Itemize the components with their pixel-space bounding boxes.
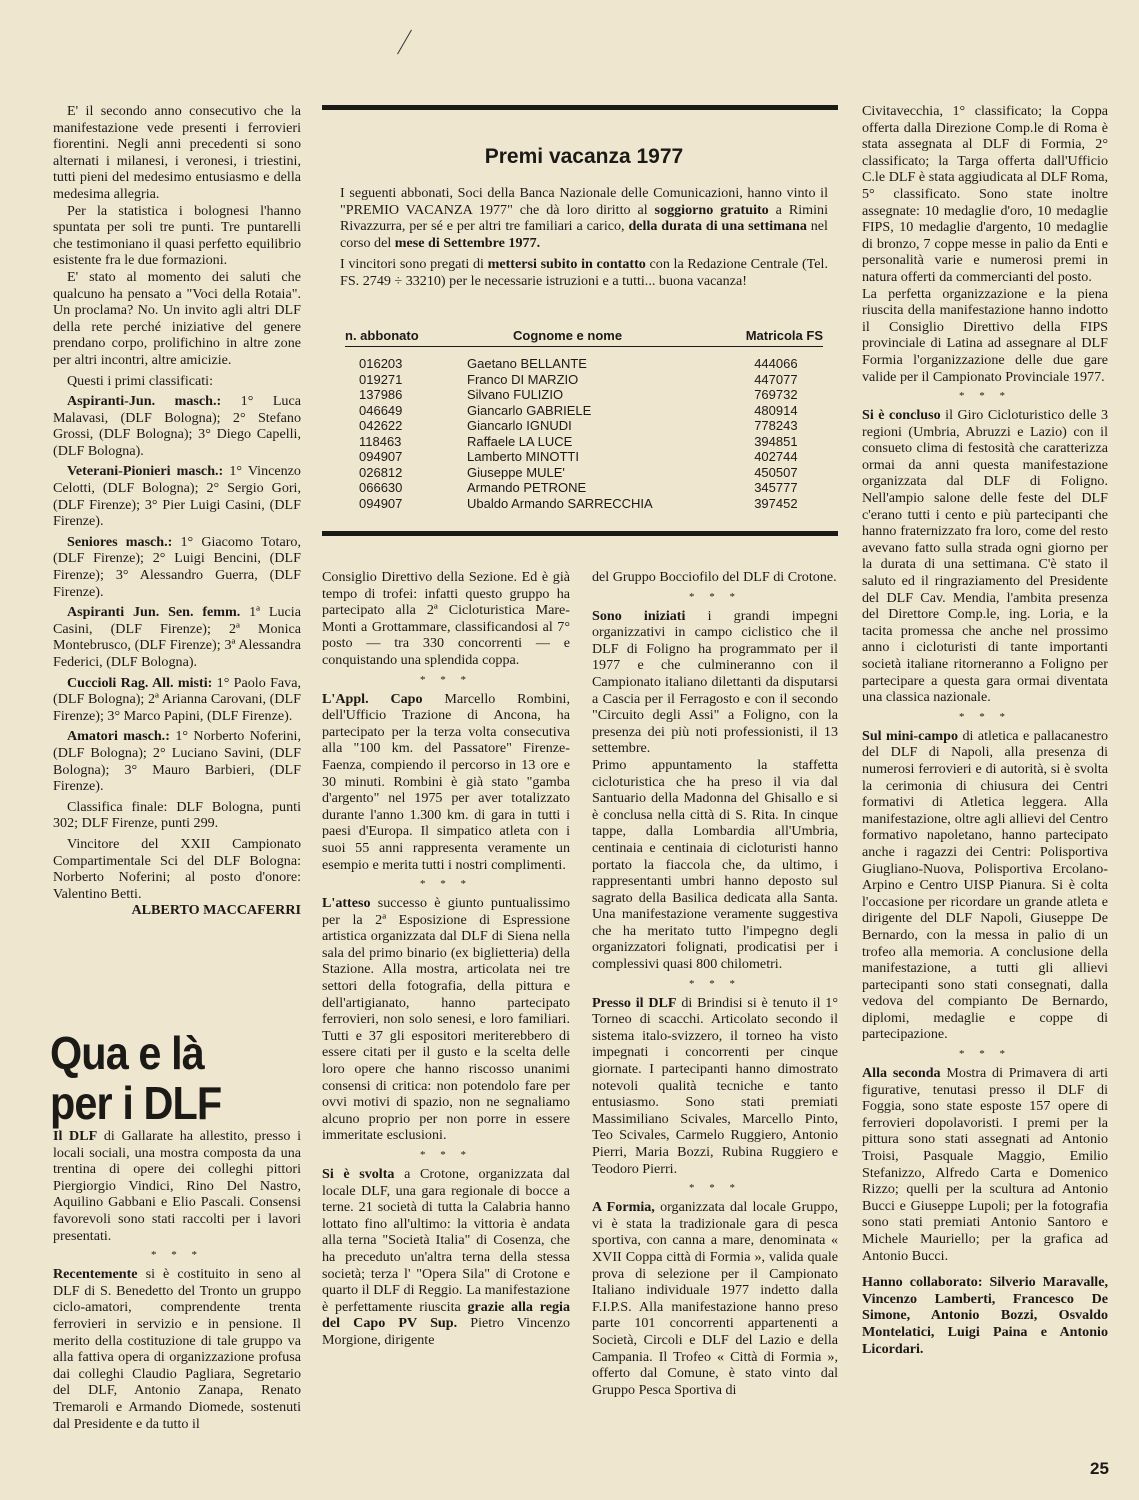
news-item: Sul mini-campo di atletica e pallacanestro del DLF di Napoli, alla presenza di numerosi ferrovieri e di autorità, si è svolta la cerimonia di chiusura dei Centri formativi di Atletica leggera. Alla manifestazione, oltre agli allievi del Centro formativo napoletano, hanno partecipato anche i ragazzi dei Centri: Polisportiva Giugliano-Nuova, Polisportiva Ercolano-Arpino e Centro UISP Pianura. Si è colta l'occasione per ricordare un grande atleta e dirigente del DLF Napoli, Giuseppe De Bernardo, con la messa in palio di un trofeo alla memoria. A conclusione della manifestazione, a tutti gli allievi partecipanti sono stati consegnati, dalla vedova del compianto De Bernardo, diplomi, medaglie e coppe di partecipazione. <box>862 727 1108 1043</box>
matricola-cell: 778243 <box>754 418 798 433</box>
name-cell: Silvano FULIZIO <box>467 387 564 402</box>
matricola-cell: 769732 <box>754 387 798 402</box>
author-signature: ALBERTO MACCAFERRI <box>131 902 301 919</box>
headline-line-2: per i DLF <box>50 1077 222 1129</box>
credits: Hanno collaborato: Silverio Maravalle, Vincenzo Lamberti, Francesco De Simone, Antonio Bozzi, Osvaldo Montelatici, Luigi Paina e Antonio Licordari. <box>862 1274 1108 1357</box>
news-item: del Gruppo Bocciofilo del DLF di Crotone. <box>592 569 837 585</box>
matricola-cell: 444066 <box>754 356 798 371</box>
matricola-cell: 447077 <box>754 371 798 387</box>
result-entry: Seniores masch.: 1° Giacomo Totaro, (DLF Firenze); 2° Luigi Bencini, (DLF Firenze); 3° Alessandro Guerra, (DLF Firenze). <box>53 533 301 600</box>
box-bottom-rule <box>322 531 838 536</box>
headline-line-1: Qua e là <box>50 1027 204 1079</box>
name-cell: Lamberto MINOTTI <box>467 449 579 464</box>
box-top-rule <box>322 105 838 110</box>
separator: * * * <box>151 1249 203 1262</box>
separator: * * * <box>959 390 1011 403</box>
column-header: Matricola FS <box>702 328 823 347</box>
table-row <box>345 434 823 450</box>
matricola-cell: 480914 <box>754 402 798 418</box>
news-item: Consiglio Direttivo della Sezione. Ed è già tempo di trofei: infatti questo gruppo ha partecipato alla 2ª Cicloturistica Mare-Monti a Grottammare, classificandosi al 7° posto — tra 330 concorrenti — e conquistando una splendida coppa. <box>322 569 570 668</box>
news-item: Si è svolta a Crotone, organizzata dal locale DLF, una gara regionale di bocce a terne. 21 società di tutta la Calabria hanno lottato fino all'ultimo: la vittoria è andata alla terna "Società Italia" di Cosenza, che ha preceduto un'altra terna della stessa società; terza l' "Opera Sila" di Crotone e quarto il DLF di Reggio. La manifestazione è perfettamente riuscita grazie alla regia del Capo PV Sup. Pietro Vincenzo Morgione, dirigente <box>322 1166 570 1348</box>
table-row <box>345 347 823 372</box>
column-3 <box>592 569 838 1398</box>
name-cell: Giancarlo IGNUDI <box>467 418 572 433</box>
matricola-cell: 394851 <box>754 433 798 449</box>
news-item: Sono iniziati i grandi impegni organizzativi in campo ciclistico che il DLF di Foligno ha programmato per il 1977 e che culmineranno con il Campionato italiano dilettanti da disputarsi a Cascia per il Ferragosto e con il secondo "Circuito degli Assi" a Foligno, con la presenza dei più noti professionisti, il 13 settembre. <box>592 607 838 757</box>
name-cell: Giuseppe MULE' <box>467 464 565 480</box>
news-item: Recentemente si è costituito in seno al DLF di S. Benedetto del Tronto un gruppo ciclo-amatori, comprendente trenta ferrovieri in servizio e in pensione. Il merito della costituzione di tale gruppo va alla fattiva opera di organizzazione profusa dai colleghi Claudio Pagliara, Segretario del DLF, Antonio Zanapa, Renato Tremaroli e Armando Diomede, sostenuti dal Presidente e da tutto il <box>53 1266 301 1432</box>
subscriber-number-cell: 137986 <box>359 387 403 402</box>
table-row <box>345 372 823 388</box>
news-item: Alla seconda Mostra di Primavera di arti figurative, tenutasi presso il DLF di Foggia, sono state esposte 157 opere di ferrovieri dopolavoristi. I premi per la pittura sono stati assegnati ad Antonio Troisi, Pasquale Maggio, Emilio Stefanizzo, Alfredo Carta e Domenico Rizzo; quelli per la scultura ad Antonio Bucci e Giuseppe Lupoli; per la fotografia sono stati premiati Antonio Santoro e Michele Mauriello; per la grafica ad Antonio Bucci. <box>862 1065 1108 1264</box>
paragraph: Per la statistica i bolognesi l'hanno spuntata per soli tre punti. Tre puntarelli che testimoniano il quasi perfetto equilibrio esistente fra le due formazioni. <box>53 202 301 269</box>
pen-mark <box>397 30 412 55</box>
news-item: L'Appl. Capo Marcello Rombini, dell'Ufficio Trazione di Ancona, ha partecipato per la terza volta consecutiva alla "100 km. del Passatore" Firenze-Faenza, compiendo il percorso in 13 ore e 30 minuti. Rombini è già stato "gamba d'argento" nel 1975 per aver totalizzato durante l'anno 1.300 km. di gara in tutti i paesi d'Europa. Il simpatico atleta con i suoi 55 anni rappresenta veramente un esempio e merita tutti i nostri complimenti. <box>322 690 570 873</box>
column-header: Cognome e nome <box>467 328 702 347</box>
table-row <box>345 387 823 403</box>
name-cell: Gaetano BELLANTE <box>467 356 587 371</box>
subscriber-number-cell: 016203 <box>359 356 403 371</box>
subscriber-number-cell: 019271 <box>359 371 403 387</box>
subscriber-number-cell: 118463 <box>359 433 402 449</box>
result-entry: Cuccioli Rag. All. misti: 1° Paolo Fava, (DLF Bologna); 2ª Arianna Carovani, (DLF Firenze); 3° Marco Papini, (DLF Firenze). <box>53 674 302 724</box>
column-4 <box>862 103 1108 1357</box>
result-entry: Veterani-Pionieri masch.: 1° Vincenzo Celotti, (DLF Bologna); 2° Sergio Gori, (DLF Firenze); 3° Pier Luigi Casini, (DLF Firenze). <box>53 463 301 530</box>
name-cell: Raffaele LA LUCE <box>467 433 573 449</box>
matricola-cell: 345777 <box>754 480 798 495</box>
box-intro <box>340 185 828 290</box>
news-item: A Formia, organizzata dal locale Gruppo, vi è stata la tradizionale gara di pesca sportiva, con canna a mare, denominata « XVII Coppa città di Formia », valida quale prova di selezione per il Campionato Italiano individuale 1977 indetto dalla F.I.P.S. Alla manifestazione hanno preso parte 101 concorrenti appartenenti a Società, Circoli e DLF del Lazio e della Campania. Il Trofeo « Città di Formia », offerto dal Comune, è stato vinto dal Gruppo Pesca Sportiva di <box>592 1199 839 1398</box>
matricola-cell: 402744 <box>754 449 798 464</box>
table-row <box>345 480 823 496</box>
subscriber-number-cell: 094907 <box>359 495 403 511</box>
subscriber-number-cell: 094907 <box>359 449 403 464</box>
news-item: L'atteso successo è giunto puntualissimo per la 2ª Esposizione di Espressione artistica organizzata dal DLF di Siena nella sala del primo binario (ex biglietteria) della Stazione. Alla mostra, articolata nei tre settori della fotografia, della pittura e dell'artigianato, hanno partecipato ferrovieri, non solo senesi, e loro familiari. Tutti e 37 gli espositori meriterebbero di essere citati per il gusto e la scelta delle loro opere che hanno riscosso unanimi consensi di critica: non potendolo fare per ovvi motivi di spazio, non ne segnaliamo alcuno proprio per non porre in essere immeritate esclusioni. <box>322 895 570 1144</box>
table-row <box>345 496 823 512</box>
separator: * * * <box>689 1182 741 1195</box>
news-item: Primo appuntamento la staffetta cicloturistica che ha preso il via dal Santuario della Madonna del Ghisallo e si è conclusa nella città di S. Rita. In cinque tappe, dalla Lombardia all'Umbria, centinaia e centinaia di cicloturisti hanno portato la fiaccola che, da ultimo, i rappresentanti umbri hanno deposto sul sagrato della Basilica dedicata alla Santa. Una manifestazione veramente suggestiva che ha meritato tutto l'impegno degli organizzatori folignati, prodicatisi per i complessivi quasi 800 chilometri. <box>592 756 838 973</box>
box-paragraph: I vincitori sono pregati di mettersi subito in contatto con la Redazione Centrale (Tel. FS. 2749 ÷ 33210) per le necessarie istruzioni e a tutti... buona vacanza! <box>340 256 829 289</box>
news-item: Si è concluso il Giro Cicloturistico delle 3 regioni (Umbria, Abruzzi e Lazio) con il consueto clima di festosità che caratterizza ormai da anni questa manifestazione organizzata dal DLF di Foligno. Nell'ampio salone delle feste del DLF c'erano tutti i cento e più partecipanti che hanno fraternizzato fra loro, come del resto avevano fatto sulla strada ogni giorno per la durata di una settimana. C'è stato il saluto ed il ringraziamento del Presidente del DLF Cav. Mendia, l'ambita presenza del Direttore Comp.le, ing. Loria, e la tacita promessa che anche nel prossimo anno i cicloturisti di tante importanti società italiane ritorneranno a Foligno per partecipare a questa gara ormai diventata una classica nazionale. <box>862 407 1108 706</box>
matricola-cell: 450507 <box>754 464 798 480</box>
table-row <box>345 449 823 465</box>
table-row <box>345 465 823 481</box>
subscriber-number-cell: 066630 <box>359 480 403 495</box>
column-2 <box>322 569 570 1349</box>
section-headline <box>50 1028 221 1128</box>
table-header-row <box>345 328 823 347</box>
table-row <box>345 403 823 419</box>
column-header: n. abbonato <box>345 328 467 347</box>
separator: * * * <box>959 1048 1011 1061</box>
separator: * * * <box>420 673 472 686</box>
result-entry: Aspiranti-Jun. masch.: 1° Luca Malavasi, (DLF Bologna); 2° Stefano Grossi, (DLF Bologna); 3° Diego Capelli, (DLF Bologna). <box>53 393 301 459</box>
result-entry: Aspiranti Jun. Sen. femm. 1ª Lucia Casini, (DLF Firenze); 2ª Monica Montebrusco, (DLF Firenze); 3ª Alessandra Federici, (DLF Bologna). <box>53 604 301 670</box>
column-1 <box>53 103 301 919</box>
champion-note: Vincitore del XXII Campionato Compartimentale Sci del DLF Bologna: Norberto Noferini; al posto d'onore: Valentino Betti. <box>53 835 301 902</box>
subscriber-number-cell: 026812 <box>359 464 403 480</box>
box-title: Premi vacanza 1977 <box>484 145 684 168</box>
paragraph: E' il secondo anno consecutivo che la manifestazione vede presenti i ferrovieri fiorentini. Negli anni precedenti si sono alternati i milanesi, i veronesi, i triestini, tutti pieni del medesimo entusiasmo e della medesima allegria. <box>53 103 301 202</box>
winners-table <box>345 328 823 511</box>
news-item: Presso il DLF di Brindisi si è tenuto il 1° Torneo di scacchi. Articolato secondo il sistema italo-svizzero, il torneo ha visto impegnati i concorrenti per cinque giornate. I partecipanti hanno dimostrato notevoli qualità tecniche e tanto entusiasmo. Sono stati premiati Massimiliano Scivales, Marcello Pinto, Teo Scivales, Carmelo Ruggiero, Antonio Pierri, Maria Bozzi, Rubina Ruggiero e Teodoro Pierri. <box>592 994 838 1177</box>
news-item: La perfetta organizzazione e la piena riuscita della manifestazione hanno indotto il Consiglio Direttivo della FIPS provinciale di Latina ad assegnare al DLF Formia l'organizzazione delle due gare valide per il Campionato Provinciale 1977. <box>862 285 1108 385</box>
name-cell: Giancarlo GABRIELE <box>467 402 592 418</box>
matricola-cell: 397452 <box>754 495 798 511</box>
separator: * * * <box>689 977 741 990</box>
result-entry: Amatori masch.: 1° Norberto Noferini, (DLF Bologna); 2° Luciano Savini, (DLF Bologna); 3° Mauro Barbieri, (DLF Firenze). <box>53 728 301 795</box>
box-paragraph: I seguenti abbonati, Soci della Banca Nazionale delle Comunicazioni, hanno vinto il "PREMIO VACANZA 1977" che dà loro diritto al soggiorno gratuito a Rimini Rivazzurra, per sé e per altri tre familiari a carico, della durata di una settimana nel corso del mese di Settembre 1977. <box>340 185 828 251</box>
paragraph: E' stato al momento dei saluti che qualcuno ha pensato a "Voci della Rotaia". Un proclama? No. Un invito agli altri DLF della rete perché iniziative del genere prendano corpo, prolifichino in altre zone per altri incontri, altre amicizie. <box>53 268 301 368</box>
name-cell: Franco DI MARZIO <box>467 371 579 387</box>
separator: * * * <box>959 710 1011 723</box>
name-cell: Ubaldo Armando SARRECCHIA <box>467 495 653 511</box>
table-row <box>345 418 823 434</box>
separator: * * * <box>689 590 741 603</box>
paragraph: Questi i primi classificati: <box>67 372 213 389</box>
final-ranking: Classifica finale: DLF Bologna, punti 302; DLF Firenze, punti 299. <box>53 798 301 832</box>
column-1-lower <box>53 1128 301 1432</box>
subscriber-number-cell: 046649 <box>359 402 403 418</box>
page-number: 25 <box>1090 1459 1109 1478</box>
name-cell: Armando PETRONE <box>467 480 587 495</box>
news-item: Civitavecchia, 1° classificato; la Coppa offerta dalla Direzione Comp.le di Roma è stata assegnata al DLF di Formia, 2° classificato; la Targa offerta dall'Ufficio C.le DLF è stata aggiudicata al DLF Roma, 5° classificato. Sono state inoltre assegnate: 10 medaglie d'oro, 10 medaglie FIPS, 10 medaglie d'argento, 10 medaglie di bronzo, 7 coppe messe in palio da Enti e personalità varie e numerosi premi in natura offerti da commercianti del posto. <box>862 103 1108 285</box>
news-item: Il DLF di Gallarate ha allestito, presso i locali sociali, una mostra composta da una trentina di opere dei colleghi pittori Piergiorgio Vindici, Rino Del Nastro, Aquilino Gabbani e Elio Pascali. Consensi favorevoli sono stati raccolti per i lavori presentati. <box>53 1128 301 1244</box>
separator: * * * <box>420 1149 472 1161</box>
subscriber-number-cell: 042622 <box>359 418 403 433</box>
separator: * * * <box>420 878 472 891</box>
